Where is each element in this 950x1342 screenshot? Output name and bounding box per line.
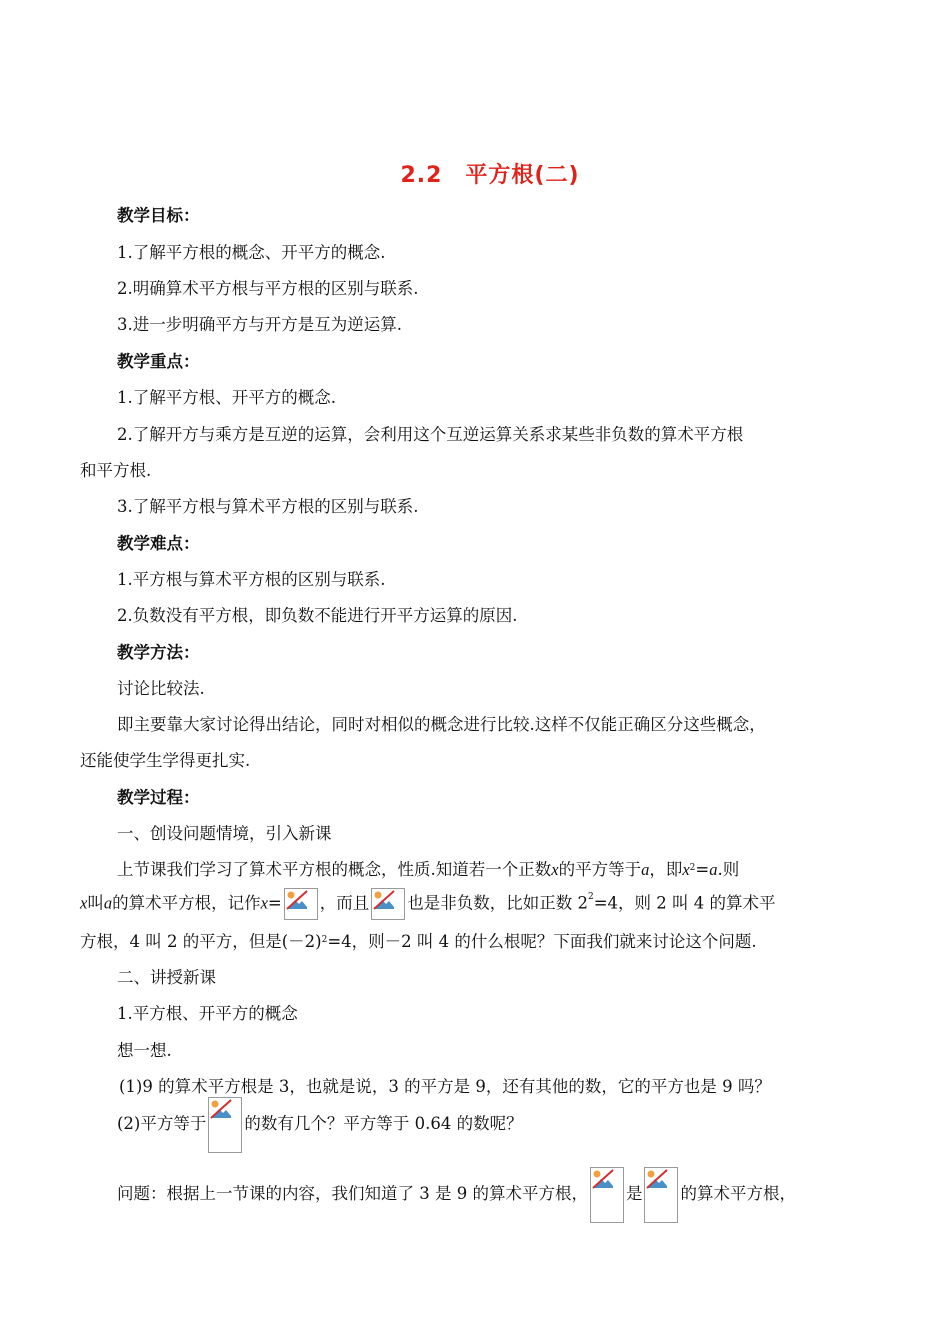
key-point-item: 2.了解开方与乘方是互逆的运算，会利用这个互逆运算关系求某些非负数的算术平方根 [117, 425, 744, 444]
page-title: 2.2 平方根(二) [400, 163, 580, 188]
subsection-title: 1.平方根、开平方的概念 [117, 1004, 298, 1023]
key-point-item: 3.了解平方根与算术平方根的区别与联系. [117, 497, 419, 516]
broken-image-icon [644, 1167, 678, 1223]
difficulty-item: 2.负数没有平方根，即负数不能进行开平方运算的原因. [117, 606, 518, 625]
paragraph-line: 上节课我们学习了算术平方根的概念，性质.知道若一个正数x的平方等于a，即$x^2=a$.则 [117, 860, 740, 879]
methods-heading: 教学方法： [117, 643, 200, 662]
method-item: 即主要靠大家讨论得出结论，同时对相似的概念进行比较.这样不仅能正确区分这些概念， [117, 715, 766, 734]
broken-image-icon [208, 1097, 242, 1153]
difficulty-item: 1.平方根与算术平方根的区别与联系. [117, 570, 386, 589]
key-point-item: 1.了解平方根、开平方的概念. [117, 388, 336, 407]
process-part-2: 二、讲授新课 [117, 968, 216, 987]
problem-line: 问题：根据上一节课的内容，我们知道了 3 是 9 的算术平方根， 是 的算术平方根， [117, 1166, 796, 1223]
method-item: 讨论比较法. [117, 679, 205, 698]
broken-image-icon [371, 888, 405, 920]
question-2: (2)平方等于 的数有几个？平方等于 0.64 的数呢？ [117, 1096, 523, 1153]
difficulties-heading: 教学难点： [117, 534, 200, 553]
think-label: 想一想. [117, 1041, 172, 1060]
key-point-item: 和平方根. [80, 461, 152, 480]
key-points-heading: 教学重点： [117, 352, 200, 371]
objective-item: 1.了解平方根的概念、开平方的概念. [117, 243, 386, 262]
question-1: (1)9 的算术平方根是 3，也就是说，3 的平方是 9，还有其他的数，它的平方也是 9 吗？ [119, 1077, 771, 1096]
objective-item: 3.进一步明确平方与开方是互为逆运算. [117, 315, 402, 334]
method-item: 还能使学生学得更扎实. [80, 751, 251, 770]
paragraph-line: x叫a的算术平方根，记作x= ，而且 也是非负数，比如正数 $2^2=4$，则 2 叫 4 的算术平 [80, 888, 776, 920]
objectives-heading: 教学目标： [117, 206, 200, 225]
broken-image-icon [284, 888, 318, 920]
process-heading: 教学过程： [117, 788, 200, 807]
broken-image-icon [590, 1167, 624, 1223]
process-part-1: 一、创设问题情境，引入新课 [117, 824, 332, 843]
objective-item: 2.明确算术平方根与平方根的区别与联系. [117, 279, 419, 298]
paragraph-line: 方根，4 叫 2 的平方，但是$(-2)^2=4$，则－2 叫 4 的什么根呢？下面我们就来讨论这个问题. [80, 932, 757, 951]
